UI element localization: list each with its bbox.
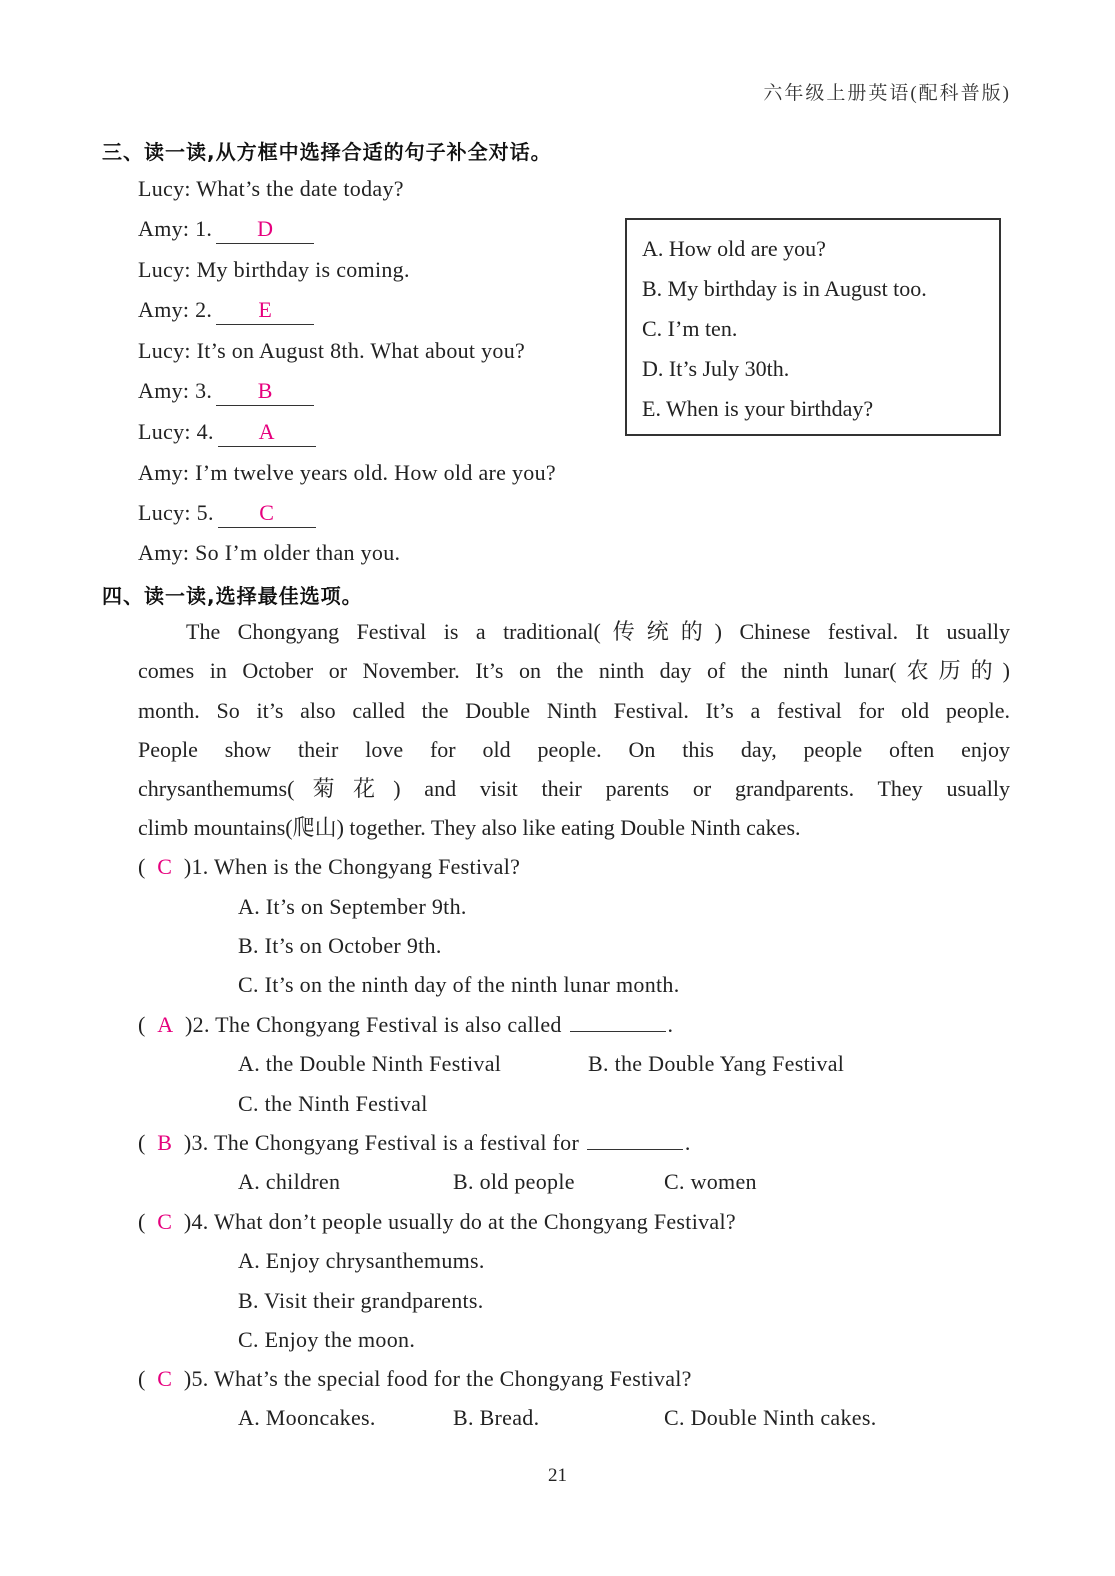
fill-blank xyxy=(587,1131,683,1150)
blank-number: 4. xyxy=(196,419,214,444)
q2-option-b: B. the Double Yang Festival xyxy=(588,1051,845,1076)
answer-q4[interactable]: C xyxy=(157,1209,173,1234)
answer-q1[interactable]: C xyxy=(157,854,173,879)
answer-blank-1[interactable]: D xyxy=(216,218,314,244)
q4-option-a: A. Enjoy chrysanthemums. xyxy=(238,1248,485,1273)
speaker: Lucy: xyxy=(138,176,191,201)
fill-blank xyxy=(570,1013,666,1032)
option-d: D. It’s July 30th. xyxy=(642,356,790,381)
dialogue-line-8 xyxy=(138,460,556,486)
q3-option-a: A. children xyxy=(238,1169,341,1194)
blank-number: 3. xyxy=(195,378,213,403)
options-box xyxy=(625,218,1001,436)
question-text: )4. What don’t people usually do at the Chongyang Festival? xyxy=(183,1209,736,1234)
passage-line: comes in October or November. It’s on the ninth day of the ninth lunar(农历的) xyxy=(138,658,1010,684)
answer-q2[interactable]: A xyxy=(157,1012,174,1037)
dialogue-line-1 xyxy=(138,176,404,202)
page-header: 六年级上册英语(配科普版) xyxy=(763,83,1011,104)
section-4-title: 四、读一读,选择最佳选项。 xyxy=(102,584,363,608)
question-text: )1. When is the Chongyang Festival? xyxy=(183,854,521,879)
question-4: ( C )4. What don’t people usually do at the Chongyang Festival? xyxy=(138,1209,736,1234)
speaker: Amy: xyxy=(138,297,190,322)
option-c: C. I’m ten. xyxy=(642,316,738,341)
passage-line: month. So it’s also called the Double Ninth Festival. It’s a festival for old people. xyxy=(138,697,1010,723)
q1-option-b: B. It’s on October 9th. xyxy=(238,933,442,958)
question-text: )2. The Chongyang Festival is also called xyxy=(185,1012,562,1037)
dialogue-text: My birthday is coming. xyxy=(196,257,410,282)
passage-line: climb mountains(爬山) together. They also like eating Double Ninth cakes. xyxy=(138,815,801,841)
option-b: B. My birthday is in August too. xyxy=(642,276,927,301)
q4-option-c: C. Enjoy the moon. xyxy=(238,1327,416,1352)
blank-number: 1. xyxy=(195,216,213,241)
option-a: A. How old are you? xyxy=(642,236,826,261)
question-5: ( C )5. What’s the special food for the Chongyang Festival? xyxy=(138,1366,692,1391)
blank-number: 5. xyxy=(196,500,214,525)
option-e: E. When is your birthday? xyxy=(642,396,874,421)
question-text: )5. What’s the special food for the Chongyang Festival? xyxy=(183,1366,692,1391)
dialogue-line-6 xyxy=(138,378,314,406)
q3-option-c: C. women xyxy=(664,1169,757,1194)
q4-option-b: B. Visit their grandparents. xyxy=(238,1288,484,1313)
dialogue-line-7 xyxy=(138,419,316,447)
passage-line: The Chongyang Festival is a traditional(传统的) Chinese festival. It usually xyxy=(186,619,1010,644)
blank-number: 2. xyxy=(195,297,213,322)
answer-blank-4[interactable]: A xyxy=(218,421,316,447)
dialogue-line-9 xyxy=(138,500,316,528)
q1-option-a: A. It’s on September 9th. xyxy=(238,894,467,919)
q1-option-c: C. It’s on the ninth day of the ninth lunar month. xyxy=(238,972,680,997)
dialogue-line-4 xyxy=(138,297,314,325)
question-text: )3. The Chongyang Festival is a festival for xyxy=(183,1130,580,1155)
q5-option-a: A. Mooncakes. xyxy=(238,1405,376,1430)
dialogue-line-2 xyxy=(138,216,314,244)
passage-line: People show their love for old people. On this day, people often enjoy xyxy=(138,736,1010,762)
speaker: Lucy: xyxy=(138,500,191,525)
speaker: Lucy: xyxy=(138,419,191,444)
reading-passage xyxy=(138,612,1010,848)
answer-blank-3[interactable]: B xyxy=(216,380,314,406)
q5-option-b: B. Bread. xyxy=(453,1405,540,1430)
dialogue-text: I’m twelve years old. How old are you? xyxy=(195,460,556,485)
q2-option-c: C. the Ninth Festival xyxy=(238,1091,428,1116)
dialogue-text: It’s on August 8th. What about you? xyxy=(196,338,526,363)
question-3: ( B )3. The Chongyang Festival is a festival for . xyxy=(138,1130,691,1155)
dialogue-line-10 xyxy=(138,540,400,566)
question-2: ( A )2. The Chongyang Festival is also called . xyxy=(138,1012,674,1037)
speaker: Lucy: xyxy=(138,338,191,363)
answer-blank-5[interactable]: C xyxy=(218,502,316,528)
q3-option-b: B. old people xyxy=(453,1169,575,1194)
answer-q5[interactable]: C xyxy=(157,1366,173,1391)
dialogue-line-5 xyxy=(138,338,525,364)
speaker: Amy: xyxy=(138,460,190,485)
answer-blank-2[interactable]: E xyxy=(216,299,314,325)
passage-line: chrysanthemums(菊花) and visit their parents or grandparents. They usually xyxy=(138,776,1010,802)
dialogue-text: So I’m older than you. xyxy=(195,540,401,565)
speaker: Amy: xyxy=(138,216,190,241)
question-1: ( C )1. When is the Chongyang Festival? xyxy=(138,854,521,879)
dialogue-line-3 xyxy=(138,257,410,283)
q2-option-a: A. the Double Ninth Festival xyxy=(238,1051,502,1076)
speaker: Lucy: xyxy=(138,257,191,282)
speaker: Amy: xyxy=(138,540,190,565)
answer-q3[interactable]: B xyxy=(157,1130,173,1155)
q5-option-c: C. Double Ninth cakes. xyxy=(664,1405,877,1430)
speaker: Amy: xyxy=(138,378,190,403)
dialogue-text: What’s the date today? xyxy=(196,176,404,201)
section-3-title: 三、读一读,从方框中选择合适的句子补全对话。 xyxy=(102,140,552,164)
page-number: 21 xyxy=(548,1465,567,1486)
